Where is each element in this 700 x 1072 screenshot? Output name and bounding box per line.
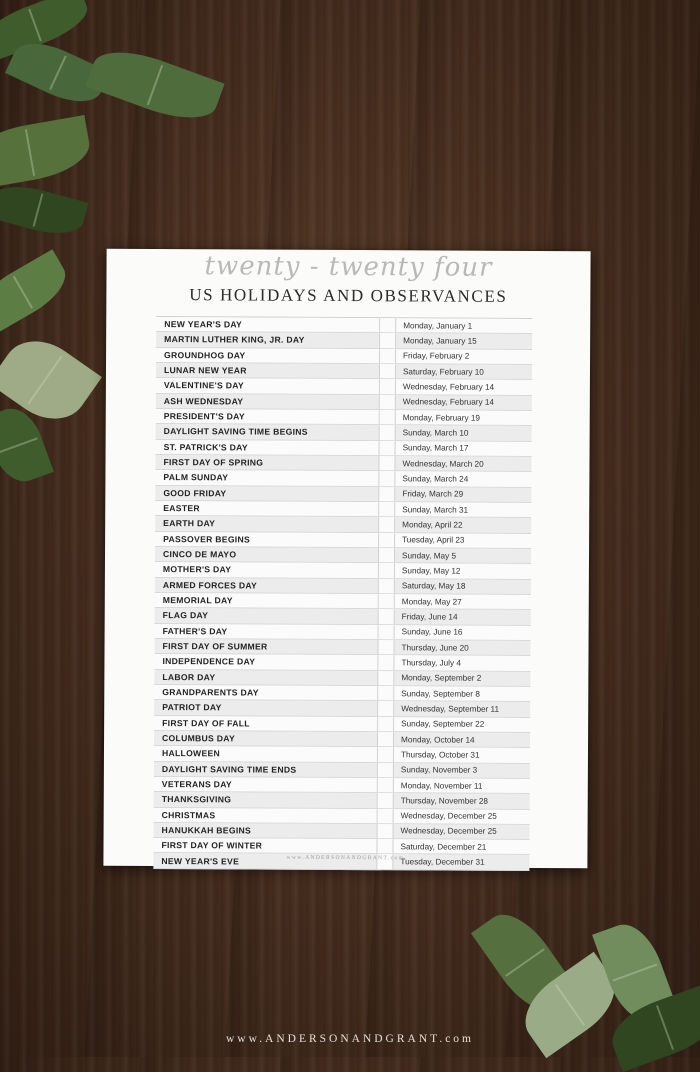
holiday-date: Thursday, October 31 bbox=[400, 750, 480, 760]
holiday-name: MARTIN LUTHER KING, JR. DAY bbox=[156, 332, 380, 348]
holiday-date: Saturday, May 18 bbox=[401, 581, 466, 591]
holiday-date: Monday, October 14 bbox=[401, 734, 475, 745]
blank-cell bbox=[380, 349, 396, 363]
holiday-name: EARTH DAY bbox=[155, 516, 379, 532]
holiday-date: Saturday, February 10 bbox=[402, 366, 484, 377]
blank-cell bbox=[378, 640, 394, 654]
holiday-date: Saturday, December 21 bbox=[400, 842, 487, 852]
holiday-name: PATRIOT DAY bbox=[154, 700, 378, 716]
holiday-date: Monday, January 15 bbox=[403, 336, 477, 346]
holiday-date: Tuesday, April 23 bbox=[402, 535, 465, 545]
blank-cell bbox=[378, 809, 394, 823]
holiday-name: INDEPENDENCE DAY bbox=[154, 654, 378, 670]
holiday-name: DAYLIGHT SAVING TIME BEGINS bbox=[156, 424, 380, 440]
holiday-date: Sunday, March 24 bbox=[402, 474, 469, 484]
holiday-date: Monday, May 27 bbox=[401, 596, 462, 607]
blank-cell bbox=[380, 333, 396, 347]
holiday-name: HANUKKAH BEGINS bbox=[154, 823, 378, 839]
blank-cell bbox=[379, 456, 395, 470]
blank-cell bbox=[378, 655, 394, 669]
holiday-date: Friday, March 29 bbox=[402, 489, 464, 499]
blank-cell bbox=[377, 839, 393, 853]
holiday-name: LABOR DAY bbox=[154, 670, 378, 686]
holiday-name: GRANDPARENTS DAY bbox=[154, 685, 378, 701]
blank-cell bbox=[378, 717, 394, 731]
blank-cell bbox=[379, 594, 395, 608]
blank-cell bbox=[380, 364, 396, 378]
holiday-name: HALLOWEEN bbox=[154, 746, 378, 762]
blank-cell bbox=[379, 609, 395, 623]
holiday-name: VALENTINE'S DAY bbox=[156, 378, 380, 394]
blank-cell bbox=[380, 318, 396, 332]
holiday-date: Wednesday, March 20 bbox=[402, 458, 484, 469]
holiday-date: Tuesday, December 31 bbox=[400, 857, 485, 867]
blank-cell bbox=[380, 379, 396, 393]
blank-cell bbox=[378, 671, 394, 685]
holiday-name: EASTER bbox=[155, 501, 379, 517]
holiday-name: GOOD FRIDAY bbox=[155, 486, 379, 502]
holiday-name: FIRST DAY OF SPRING bbox=[155, 455, 379, 471]
holiday-date: Friday, February 2 bbox=[403, 351, 470, 361]
holiday-name: LUNAR NEW YEAR bbox=[156, 363, 380, 379]
blank-cell bbox=[379, 548, 395, 562]
holiday-date: Sunday, November 3 bbox=[400, 765, 478, 775]
holiday-name: DAYLIGHT SAVING TIME ENDS bbox=[154, 762, 378, 778]
blank-cell bbox=[380, 410, 396, 424]
blank-cell bbox=[379, 625, 395, 639]
holiday-date: Wednesday, February 14 bbox=[402, 382, 495, 392]
holiday-date: Sunday, June 16 bbox=[401, 627, 463, 637]
holiday-name: THANKSGIVING bbox=[154, 792, 378, 808]
blank-cell bbox=[379, 471, 395, 485]
blank-cell bbox=[378, 793, 394, 807]
holiday-date: Sunday, March 31 bbox=[402, 504, 469, 515]
blank-cell bbox=[380, 395, 396, 409]
holiday-date: Wednesday, December 25 bbox=[400, 811, 497, 821]
holiday-name: FIRST DAY OF WINTER bbox=[153, 838, 377, 854]
holiday-name: FIRST DAY OF FALL bbox=[154, 716, 378, 732]
blank-cell bbox=[378, 763, 394, 777]
holiday-name: FIRST DAY OF SUMMER bbox=[155, 639, 379, 655]
script-title: twenty - twenty four bbox=[204, 251, 493, 283]
holiday-name: VETERANS DAY bbox=[154, 777, 378, 793]
holiday-date: Monday, November 11 bbox=[400, 780, 483, 791]
holiday-date: Sunday, May 12 bbox=[401, 566, 461, 576]
holiday-date: Sunday, March 10 bbox=[402, 428, 469, 438]
holiday-table bbox=[153, 316, 532, 871]
blank-cell bbox=[380, 425, 396, 439]
holiday-name: PALM SUNDAY bbox=[155, 470, 379, 486]
holiday-date: Thursday, June 20 bbox=[401, 642, 469, 653]
blank-cell bbox=[380, 441, 396, 455]
holiday-name: CINCO DE MAYO bbox=[155, 547, 379, 563]
holiday-date: Monday, January 1 bbox=[403, 320, 473, 331]
blank-cell bbox=[379, 579, 395, 593]
page-footer-url: www.ANDERSONANDGRANT.com bbox=[225, 1033, 474, 1045]
holiday-name: FATHER'S DAY bbox=[155, 624, 379, 640]
blank-cell bbox=[378, 686, 394, 700]
holiday-name: GROUNDHOG DAY bbox=[156, 348, 380, 364]
holiday-date: Wednesday, February 14 bbox=[402, 397, 495, 408]
blank-cell bbox=[379, 517, 395, 531]
holiday-name: NEW YEAR'S DAY bbox=[156, 317, 380, 333]
holiday-name: PRESIDENT'S DAY bbox=[156, 409, 380, 425]
blank-cell bbox=[378, 701, 394, 715]
sheet-footer-url: www.ANDERSONANDGRANT.com bbox=[286, 854, 405, 862]
page-title: US HOLIDAYS AND OBSERVANCES bbox=[189, 285, 508, 306]
holiday-name: COLUMBUS DAY bbox=[154, 731, 378, 747]
holiday-name: CHRISTMAS bbox=[154, 807, 378, 823]
blank-cell bbox=[378, 824, 394, 838]
blank-cell bbox=[378, 778, 394, 792]
holiday-date: Monday, April 22 bbox=[402, 520, 463, 530]
holiday-date: Monday, February 19 bbox=[402, 412, 480, 423]
holiday-date: Thursday, November 28 bbox=[400, 796, 488, 806]
holiday-date: Sunday, September 8 bbox=[401, 688, 480, 699]
holiday-date: Monday, September 2 bbox=[401, 673, 482, 683]
holiday-name: MEMORIAL DAY bbox=[155, 593, 379, 609]
holiday-name: ASH WEDNESDAY bbox=[156, 394, 380, 410]
holiday-name: ARMED FORCES DAY bbox=[155, 578, 379, 594]
holiday-date: Wednesday, September 11 bbox=[401, 704, 500, 714]
holiday-name: MOTHER'S DAY bbox=[155, 562, 379, 578]
blank-cell bbox=[378, 732, 394, 746]
holiday-name: FLAG DAY bbox=[155, 608, 379, 624]
blank-cell bbox=[378, 747, 394, 761]
blank-cell bbox=[379, 502, 395, 516]
blank-cell bbox=[379, 563, 395, 577]
holiday-name: PASSOVER BEGINS bbox=[155, 532, 379, 548]
blank-cell bbox=[379, 487, 395, 501]
holiday-date: Sunday, May 5 bbox=[401, 550, 457, 561]
holiday-date: Wednesday, December 25 bbox=[400, 826, 497, 837]
blank-cell bbox=[379, 533, 395, 547]
holiday-name: ST. PATRICK'S DAY bbox=[156, 440, 380, 456]
holiday-name: NEW YEAR'S EVE bbox=[153, 853, 377, 869]
holiday-date: Thursday, July 4 bbox=[401, 658, 461, 668]
printable-sheet bbox=[103, 249, 590, 869]
holiday-date: Friday, June 14 bbox=[401, 612, 458, 622]
holiday-date: Sunday, March 17 bbox=[402, 443, 469, 453]
holiday-date: Sunday, September 22 bbox=[401, 719, 485, 729]
